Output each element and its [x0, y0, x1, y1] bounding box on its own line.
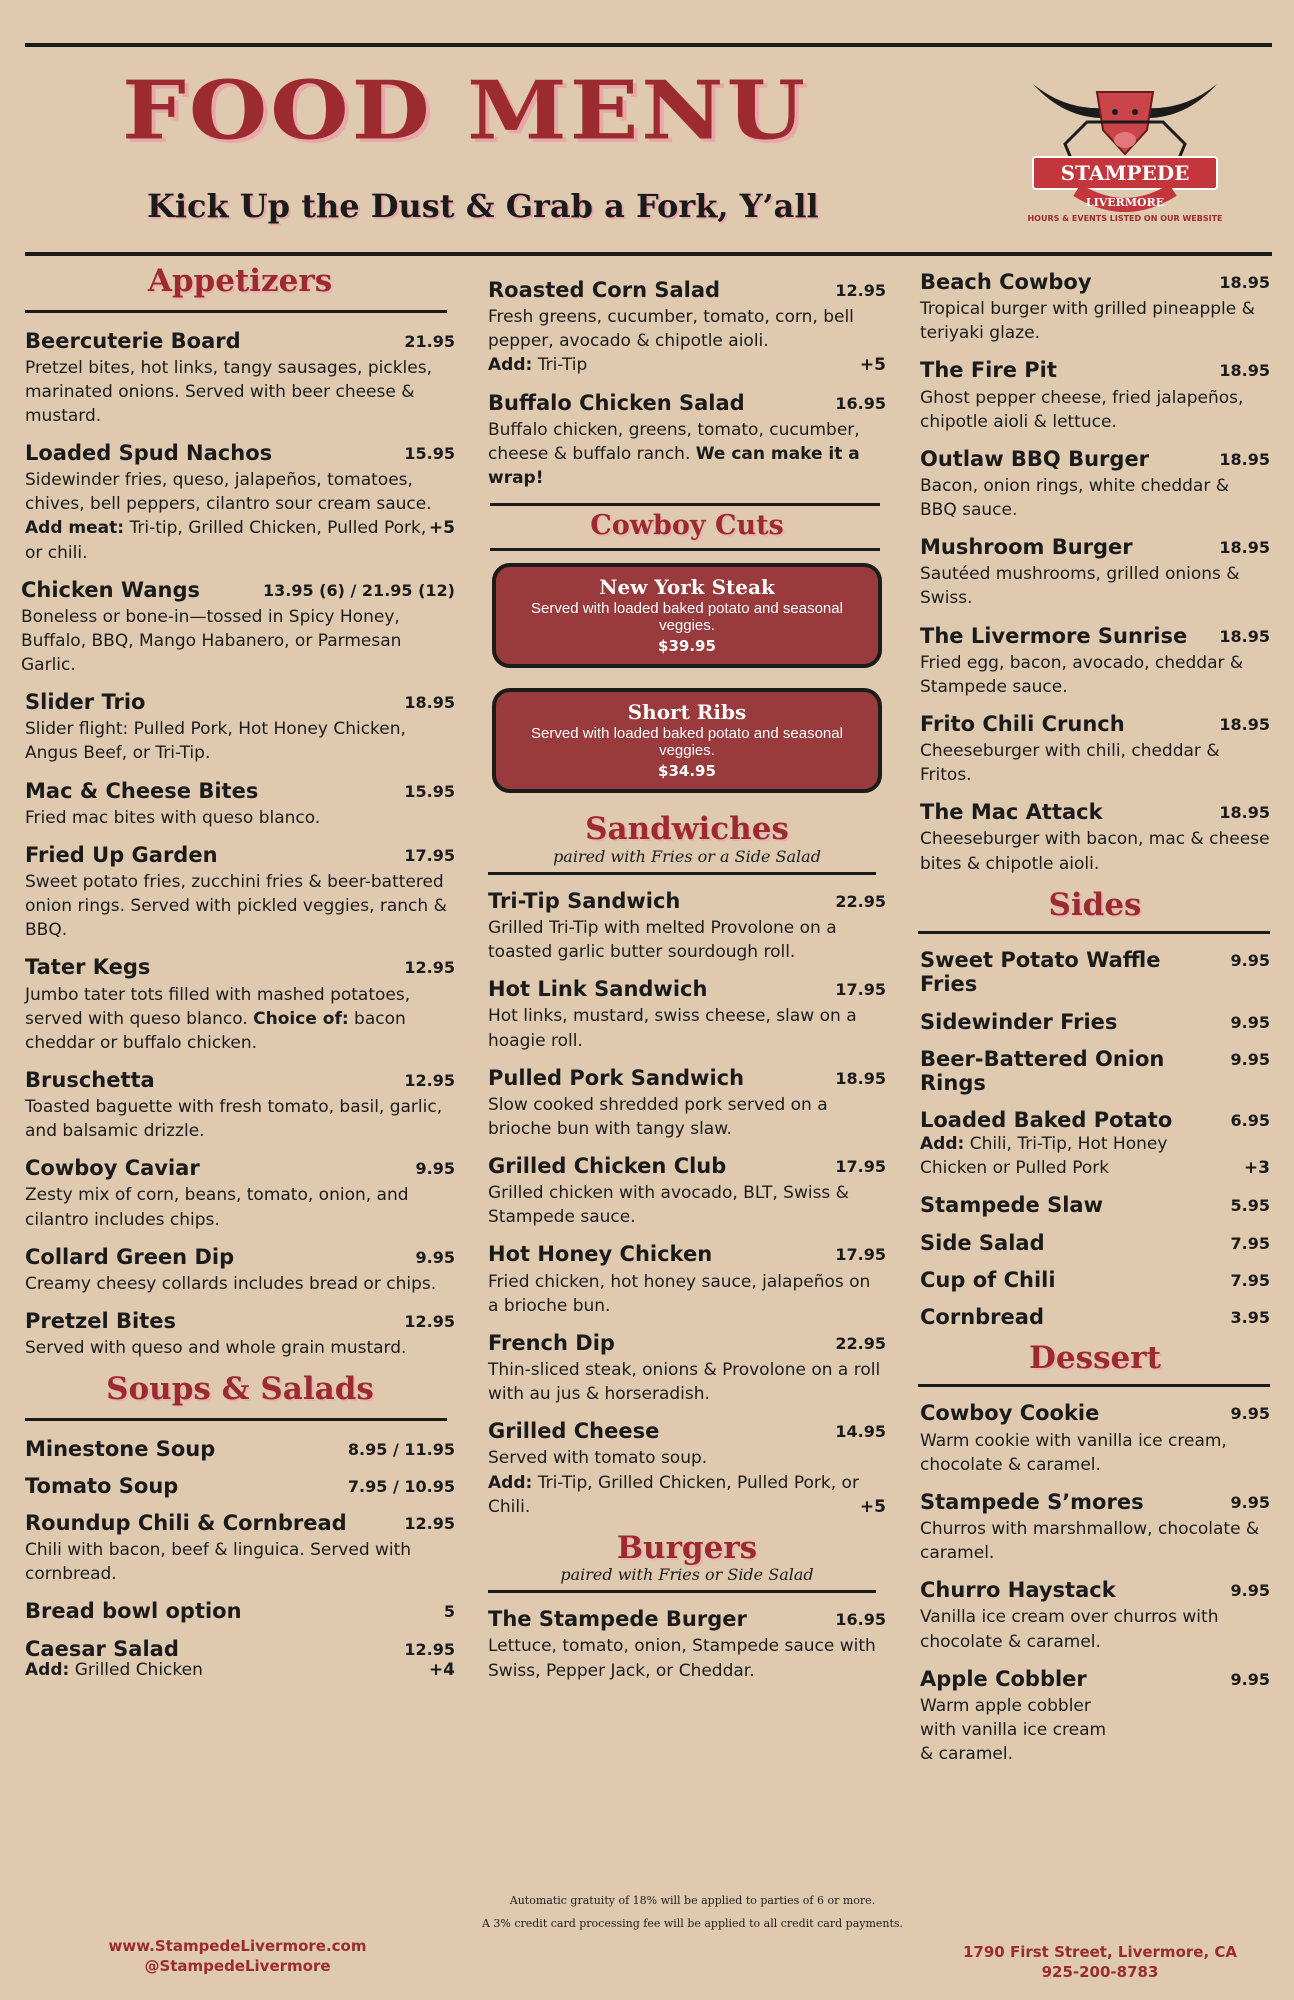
choice-text: bacon cheddar or buffalo chicken.	[25, 1008, 406, 1053]
item-price: 8.95 / 11.95	[347, 1439, 455, 1459]
cut-price: $34.95	[658, 762, 716, 781]
item-desc: Cheeseburger with chili, cheddar & Fritos.	[920, 741, 1220, 786]
social-handle[interactable]: @StampedeLivermore	[144, 1957, 331, 1976]
menu-item-stampede-slaw	[920, 1193, 1270, 1217]
menu-tagline: Kick Up the Dust & Grab a Fork, Y’all	[147, 187, 819, 225]
item-price: 9.95	[1230, 951, 1270, 971]
item-price: 17.95	[835, 1245, 886, 1265]
menu-item-bruschetta	[25, 1068, 455, 1143]
item-name: Cornbread	[920, 1304, 1044, 1329]
cut-price: $39.95	[658, 637, 716, 656]
item-price: 15.95	[404, 444, 455, 464]
item-desc: Thin-sliced steak, onions & Provolone on a roll with au jus & horseradish.	[488, 1360, 881, 1405]
item-desc: Chili with bacon, beef & linguica. Served with cornbread.	[25, 1540, 412, 1585]
item-price: 12.95	[404, 1514, 455, 1534]
item-name: French Dip	[488, 1330, 615, 1355]
item-name: Beercuterie Board	[25, 328, 241, 353]
item-price: 18.95	[835, 1068, 886, 1088]
item-price: 7.95	[1230, 1233, 1270, 1253]
item-name: Side Salad	[920, 1230, 1045, 1255]
menu-item-beach-cowboy	[920, 270, 1270, 345]
section-title-dessert: Dessert	[1029, 1339, 1161, 1376]
menu-item-fire-pit	[920, 358, 1270, 433]
item-name: Churro Haystack	[920, 1578, 1116, 1603]
menu-item-buffalo-chicken-salad	[488, 391, 886, 491]
add-label: Add:	[488, 355, 533, 376]
item-price: 9.95	[1230, 1404, 1270, 1424]
menu-item-cowboy-caviar	[25, 1156, 455, 1231]
item-desc: Fried chicken, hot honey sauce, jalapeños on a brioche bun.	[488, 1271, 871, 1316]
menu-item-roundup-chili	[25, 1511, 455, 1586]
logo-wordmark: STAMPEDE	[1060, 161, 1190, 185]
item-price: 7.95	[1230, 1270, 1270, 1290]
item-name: The Livermore Sunrise	[920, 623, 1188, 648]
menu-item-chicken-wangs	[21, 578, 455, 678]
item-desc	[25, 983, 455, 1055]
item-desc: Churros with marshmallow, chocolate & caramel.	[920, 1519, 1260, 1564]
menu-item-fried-garden	[25, 843, 455, 943]
item-desc: Fried mac bites with queso blanco.	[25, 807, 321, 828]
item-desc: Boneless or bone-in—tossed in Spicy Honey, Buffalo, BBQ, Mango Habanero, or Parmesan Garlic.	[21, 606, 402, 676]
column-left	[21, 263, 455, 1692]
item-desc: Sidewinder fries, queso, jalapeños, tomatoes, chives, bell peppers, cilantro sour cream sauce.	[25, 470, 432, 515]
item-desc: Toasted baguette with fresh tomato, basil, garlic, and balsamic drizzle.	[25, 1097, 443, 1142]
item-price: 9.95	[1230, 1492, 1270, 1512]
menu-item-mushroom-burger	[920, 535, 1270, 610]
item-name: The Stampede Burger	[488, 1607, 747, 1632]
item-name: Sidewinder Fries	[920, 1009, 1118, 1034]
menu-item-caesar	[25, 1637, 455, 1680]
item-price: 12.95	[835, 281, 886, 300]
item-add-on	[488, 1471, 886, 1519]
cut-desc: Served with loaded baked potato and seasonal veggies.	[531, 600, 843, 634]
add-label: Add:	[25, 1659, 70, 1680]
phone[interactable]: 925-200-8783	[1041, 1963, 1159, 1982]
section-title-sandwiches: Sandwiches	[585, 811, 789, 848]
choice-label: Choice of:	[253, 1008, 349, 1029]
item-desc: Grilled chicken with avocado, BLT, Swiss & Stampede sauce.	[488, 1183, 849, 1228]
item-price: 9.95	[1230, 1012, 1270, 1032]
menu-item-waffle-fries	[920, 948, 1270, 996]
item-price: 12.95	[404, 1070, 455, 1090]
item-desc: Warm apple cobbler with vanilla ice cream & caramel.	[920, 1695, 1107, 1765]
menu-item-hot-honey-chicken	[488, 1242, 886, 1317]
item-name: Pulled Pork Sandwich	[488, 1065, 745, 1090]
item-desc-bold: We can make it a wrap!	[488, 443, 860, 488]
item-name: Beer-Battered Onion Rings	[920, 1046, 1165, 1095]
menu-item-tri-tip-sandwich	[488, 889, 886, 964]
item-desc: Bacon, onion rings, white cheddar & BBQ sauce.	[920, 475, 1229, 521]
item-price: 18.95	[404, 693, 455, 713]
item-price: 18.95	[1219, 273, 1270, 292]
item-price: 5	[443, 1602, 455, 1622]
logo-note: HOURS & EVENTS LISTED ON OUR WEBSITE	[1027, 214, 1223, 223]
item-add-on	[25, 516, 455, 564]
item-price: 9.95	[1230, 1669, 1270, 1689]
section-title-appetizers: Appetizers	[147, 263, 333, 299]
menu-title: FOOD MENU	[122, 62, 809, 159]
logo-subtext: LIVERMORE	[1085, 196, 1165, 209]
section-rule	[490, 548, 880, 551]
menu-item-frito-chili-crunch	[920, 712, 1270, 787]
section-rule	[490, 503, 880, 506]
menu-item-apple-cobbler	[920, 1667, 1270, 1767]
item-price: 12.95	[404, 1311, 455, 1331]
item-name: Grilled Cheese	[488, 1419, 660, 1444]
item-price: 9.95	[1230, 1049, 1270, 1069]
section-rule	[488, 872, 876, 875]
item-price: 18.95	[1219, 626, 1270, 646]
item-name: Bread bowl option	[25, 1599, 242, 1624]
item-price: 15.95	[404, 781, 455, 801]
item-name: Cowboy Caviar	[25, 1156, 200, 1181]
item-name: Mac & Cheese Bites	[25, 778, 259, 803]
add-text: Tri-Tip	[537, 355, 588, 376]
section-title-burgers: Burgers	[616, 1529, 758, 1566]
item-price: 17.95	[835, 980, 886, 1000]
section-subtitle-burgers: paired with Fries or Side Salad	[560, 1565, 814, 1585]
item-name: Hot Honey Chicken	[488, 1242, 713, 1267]
item-name: Caesar Salad	[25, 1636, 179, 1661]
item-name: Chicken Wangs	[21, 577, 200, 602]
item-desc: Slow cooked shredded pork served on a brioche bun with tangy slaw.	[488, 1094, 828, 1139]
cut-card-new-york-steak	[492, 563, 882, 668]
item-desc: Served with tomato soup.	[488, 1448, 708, 1469]
top-rule	[25, 43, 1272, 47]
menu-item-onion-rings	[920, 1047, 1270, 1095]
item-price: 17.95	[835, 1157, 886, 1177]
menu-item-spud-nachos	[25, 441, 455, 565]
menu-item-stampede-smores	[920, 1490, 1270, 1565]
menu-item-slider-trio	[25, 690, 455, 765]
item-name: Buffalo Chicken Salad	[488, 390, 745, 415]
menu-item-roasted-corn-salad	[488, 278, 886, 378]
section-title-soups-salads: Soups & Salads	[106, 1371, 374, 1408]
header-rule	[25, 252, 1272, 256]
item-desc: Sweet potato fries, zucchini fries & beer-battered onion rings. Served with pickled veggies, ranch & BBQ.	[25, 872, 447, 941]
item-price: 9.95	[415, 1247, 455, 1267]
item-name: Fried Up Garden	[25, 842, 218, 867]
item-name: Cowboy Cookie	[920, 1401, 1100, 1426]
item-add-on	[488, 353, 886, 377]
item-desc: Hot links, mustard, swiss cheese, slaw on a hoagie roll.	[488, 1006, 857, 1051]
item-price: 12.95	[404, 1639, 455, 1659]
add-price: +5	[428, 518, 455, 539]
credit-fee-note: A 3% credit card processing fee will be applied to all credit card payments.	[481, 1916, 904, 1930]
item-desc: Pretzel bites, hot links, tangy sausages, pickles, marinated onions. Served with beer cheese & mustard.	[25, 357, 432, 426]
item-desc	[488, 418, 886, 490]
item-name: Beach Cowboy	[920, 270, 1092, 294]
item-price: 13.95 (6) / 21.95 (12)	[263, 580, 455, 600]
add-text: Tri-Tip, Grilled Chicken, Pulled Pork, or Chili.	[488, 1472, 859, 1517]
menu-item-churro-haystack	[920, 1578, 1270, 1653]
item-name: Cup of Chili	[920, 1267, 1056, 1292]
add-text: Grilled Chicken	[74, 1659, 203, 1680]
item-name: The Mac Attack	[920, 800, 1103, 825]
add-text: Tri-tip, Grilled Chicken, Pulled Pork, or chili.	[25, 518, 427, 563]
add-price: +5	[859, 1496, 886, 1517]
menu-item-bread-bowl	[25, 1599, 455, 1623]
item-name: The Fire Pit	[920, 358, 1057, 383]
add-label: Add:	[920, 1134, 965, 1155]
item-desc-text: Jumbo tater tots filled with mashed potatoes, served with queso blanco.	[25, 984, 411, 1029]
item-name: Tater Kegs	[25, 955, 151, 980]
menu-item-hot-link-sandwich	[488, 977, 886, 1052]
item-price: 7.95 / 10.95	[347, 1476, 455, 1496]
item-name: Loaded Baked Potato	[920, 1107, 1173, 1132]
menu-item-minestone	[25, 1437, 455, 1461]
item-price: 16.95	[835, 1610, 886, 1630]
section-rule	[25, 1418, 447, 1421]
menu-item-collard-dip	[25, 1245, 455, 1296]
item-price: 6.95	[1230, 1110, 1270, 1130]
item-price: 9.95	[1230, 1581, 1270, 1601]
add-label: Add:	[488, 1472, 533, 1493]
section-rule	[918, 1384, 1270, 1387]
item-desc: Vanilla ice cream over churros with chocolate & caramel.	[920, 1607, 1219, 1652]
column-right	[920, 270, 1270, 1779]
item-name: Apple Cobbler	[920, 1666, 1087, 1691]
cut-name: New York Steak	[599, 575, 775, 600]
cut-desc: Served with loaded baked potato and seasonal veggies.	[531, 725, 843, 759]
add-text: Chili, Tri-Tip, Hot Honey Chicken or Pulled Pork	[920, 1134, 1168, 1179]
footer-contact	[100, 1936, 375, 1977]
item-price: 3.95	[1230, 1307, 1270, 1327]
cut-name: Short Ribs	[627, 700, 747, 725]
item-desc: Fried egg, bacon, avocado, cheddar & Stampede sauce.	[920, 652, 1244, 697]
item-price: 18.95	[1219, 803, 1270, 823]
item-name: Slider Trio	[25, 690, 146, 715]
item-name: Tomato Soup	[25, 1473, 179, 1498]
menu-item-tater-kegs	[25, 955, 455, 1055]
gratuity-note: Automatic gratuity of 18% will be applied to parties of 6 or more.	[509, 1894, 876, 1907]
item-name: Roasted Corn Salad	[488, 278, 721, 302]
item-price: 18.95	[1219, 538, 1270, 558]
item-name: Minestone Soup	[25, 1436, 216, 1461]
item-name: Bruschetta	[25, 1067, 155, 1092]
item-name: Collard Green Dip	[25, 1244, 235, 1269]
menu-item-pretzel-bites	[25, 1309, 455, 1360]
item-desc: Slider flight: Pulled Pork, Hot Honey Chicken, Angus Beef, or Tri-Tip.	[25, 719, 406, 764]
menu-item-tomato-soup	[25, 1474, 455, 1498]
section-rule	[918, 931, 1270, 934]
item-desc: Creamy cheesy collards includes bread or chips.	[25, 1273, 437, 1294]
menu-item-loaded-baked-potato	[920, 1108, 1270, 1180]
item-desc: Tropical burger with grilled pineapple & teriyaki glaze.	[920, 299, 1255, 344]
menu-item-beercuterie	[25, 329, 455, 429]
menu-item-livermore-sunrise	[920, 624, 1270, 699]
item-desc: Ghost pepper cheese, fried jalapeños, chipotle aioli & lettuce.	[920, 387, 1244, 432]
item-price: 12.95	[404, 958, 455, 978]
add-price: +4	[428, 1659, 455, 1680]
section-title-cowboy-cuts: Cowboy Cuts	[590, 510, 784, 542]
footer-location	[950, 1942, 1250, 1983]
menu-item-outlaw-bbq	[920, 447, 1270, 522]
item-desc: Sautéed mushrooms, grilled onions & Swiss.	[920, 564, 1240, 609]
item-add-on	[25, 1661, 455, 1680]
item-add-on	[920, 1132, 1270, 1180]
add-price: +3	[1243, 1158, 1270, 1179]
item-price: 18.95	[1219, 449, 1270, 469]
menu-item-grilled-cheese	[488, 1419, 886, 1519]
add-price: +5	[859, 355, 886, 376]
item-desc: Grilled Tri-Tip with melted Provolone on a toasted garlic butter sourdough roll.	[488, 918, 837, 963]
item-desc: Zesty mix of corn, beans, tomato, onion, and cilantro includes chips.	[25, 1185, 409, 1230]
address: 1790 First Street, Livermore, CA	[963, 1943, 1237, 1961]
menu-item-cowboy-cookie	[920, 1401, 1270, 1476]
section-rule	[488, 1590, 876, 1593]
item-name: Mushroom Burger	[920, 535, 1133, 560]
item-name: Outlaw BBQ Burger	[920, 446, 1150, 471]
stampede-logo	[1025, 62, 1225, 224]
item-desc-text: Buffalo chicken, greens, tomato, cucumber, cheese & buffalo ranch.	[488, 419, 860, 464]
menu-item-sidewinder-fries	[920, 1010, 1270, 1034]
add-label: Add meat:	[25, 518, 125, 539]
section-title-sides: Sides	[1048, 886, 1142, 923]
item-desc: Fresh greens, cucumber, tomato, corn, bell pepper, avocado & chipotle aioli.	[488, 307, 854, 352]
menu-item-mac-bites	[25, 779, 455, 830]
item-name: Stampede S’mores	[920, 1489, 1144, 1514]
section-subtitle-sandwiches: paired with Fries or a Side Salad	[553, 846, 821, 866]
item-price: 14.95	[835, 1422, 886, 1442]
item-price: 18.95	[1219, 361, 1270, 381]
item-name: Loaded Spud Nachos	[25, 441, 273, 466]
item-desc: Lettuce, tomato, onion, Stampede sauce with Swiss, Pepper Jack, or Cheddar.	[488, 1636, 876, 1681]
item-name: Roundup Chili & Cornbread	[25, 1511, 347, 1536]
item-price: 9.95	[415, 1159, 455, 1179]
item-name: Hot Link Sandwich	[488, 977, 708, 1002]
item-price: 16.95	[835, 393, 886, 413]
menu-item-cornbread	[920, 1305, 1270, 1329]
item-desc: Cheeseburger with bacon, mac & cheese bites & chipotle aioli.	[920, 829, 1270, 874]
menu-item-french-dip	[488, 1331, 886, 1406]
bull-logo-icon	[1025, 62, 1225, 212]
item-name: Sweet Potato Waffle Fries	[920, 948, 1161, 997]
item-desc: Served with queso and whole grain mustard.	[25, 1338, 407, 1359]
item-price: 21.95	[404, 331, 455, 351]
item-desc: Warm cookie with vanilla ice cream, chocolate & caramel.	[920, 1430, 1227, 1475]
website-link[interactable]: www.StampedeLivermore.com	[108, 1937, 367, 1955]
item-name: Stampede Slaw	[920, 1193, 1103, 1218]
menu-item-side-salad	[920, 1231, 1270, 1255]
footer-policies	[475, 1895, 910, 1940]
item-name: Pretzel Bites	[25, 1308, 176, 1333]
item-price: 5.95	[1230, 1196, 1270, 1216]
section-rule	[25, 310, 447, 313]
menu-item-grilled-chicken-club	[488, 1154, 886, 1229]
item-name: Tri-Tip Sandwich	[488, 888, 681, 913]
item-name: Grilled Chicken Club	[488, 1154, 727, 1179]
item-price: 22.95	[835, 891, 886, 911]
cut-card-short-ribs	[492, 688, 882, 793]
item-name: Frito Chili Crunch	[920, 711, 1125, 736]
item-price: 17.95	[404, 845, 455, 865]
item-price: 18.95	[1219, 714, 1270, 734]
menu-item-stampede-burger	[488, 1607, 886, 1682]
item-price: 22.95	[835, 1333, 886, 1353]
menu-item-mac-attack	[920, 800, 1270, 875]
column-middle	[488, 278, 886, 1696]
menu-item-pulled-pork-sandwich	[488, 1066, 886, 1141]
menu-item-cup-of-chili	[920, 1268, 1270, 1292]
